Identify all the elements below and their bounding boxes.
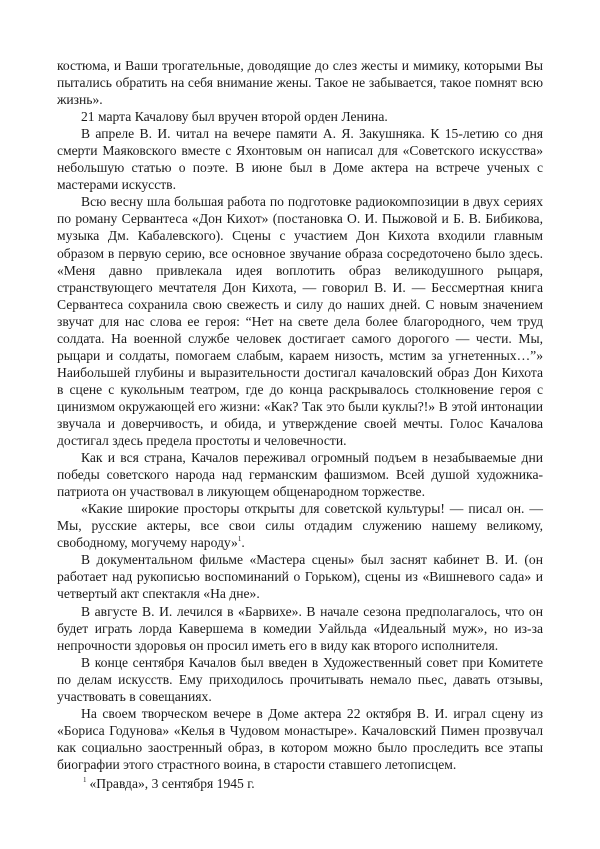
paragraph-8: В августе В. И. лечился в «Барвихе». В начале сезона предполагалось, что он будет играть лорда Кавершема в комедии Уайльда «Идеальный муж», но из-за непрочности здоровья он просил иметь его в виду как второго исполнителя. (57, 603, 543, 653)
paragraph-9: В конце сентября Качалов был введен в Художественный совет при Комитете по делам искусств. Ему приходилось прочитывать немало пьес, давать отзывы, участвовать в совещаниях. (57, 654, 543, 704)
footnote-marker: 1 (83, 776, 87, 784)
page-body (57, 57, 543, 773)
paragraph-7: В документальном фильме «Мастера сцены» был заснят кабинет В. И. (он работает над рукописью воспоминаний о Горьком), сцены из «Вишневого сада» и четвертый акт спектакля «На дне». (57, 552, 543, 602)
footnote-text: «Правда», 3 сентября 1945 г. (89, 776, 255, 791)
footnote (83, 775, 255, 792)
paragraph-4: Всю весну шла большая работа по подготовке радиокомпозиции в двух сериях по роману Сервантеса «Дон Кихот» (постановка О. И. Пыжовой и Б. В. Бибикова, музыка Дм. Кабалевского). Сцены с участием Дон Кихота входили главным образом в первую серию, все основное звучание образа сосредоточено было здесь. «Меня давно привлекала идея воплотить образ великодушного рыцаря, странствующего мечтателя Дон Кихота, — говорил В. И. — Бессмертная книга Сервантеса сохранила свою свежесть и силу до наших дней. С новым значением звучат для нас слова ее героя: “Нет на свете дела более благородного, чем труд солдата. На военной службе человек достигает самого дорогого — чести. Мы, рыцари и солдаты, помогаем слабым, караем низость, мстим за угнетенных…”» Наибольшей глубины и выразительности достигал качаловский образ Дон Кихота в сцене с кукольным театром, где до конца раскрывалось столкновение героя с цинизмом окружающей его жизни: «Как? Так это были куклы?!» В этой интонации звучала и доверчивость, и обида, и утверждение своей мечты. Голос Качалова достигал здесь предела простоты и человечности. (57, 194, 543, 449)
paragraph-6-tail: . (241, 535, 245, 551)
paragraph-6 (57, 500, 543, 551)
paragraph-10: На своем творческом вечере в Доме актера 22 октября В. И. играл сцену из «Бориса Годунова» «Келья в Чудовом монастыре». Качаловский Пимен прозвучал как социально заостренный образ, в котором можно было проследить все этапы биографии этого страстного воина, в старости ставшего летописцем. (57, 705, 543, 772)
paragraph-5: Как и вся страна, Качалов переживал огромный подъем в незабываемые дни победы советского народа над германским фашизмом. Всей душой художника-патриота он участвовал в ликующем общенародном торжестве. (57, 450, 543, 500)
paragraph-1: костюма, и Ваши трогательные, доводящие до слез жесты и мимику, которыми Вы пытались обратить на себя внимание жены. Такое не забывается, такое помнят всю жизнь». (57, 58, 543, 108)
footnote-reference[interactable]: 1 (237, 535, 242, 544)
paragraph-2: 21 марта Качалову был вручен второй орден Ленина. (81, 109, 388, 125)
paragraph-6-text: «Какие широкие просторы открыты для советской культуры! — писал он. — Мы, русские актеры, все свои силы отдадим служению нашему великому, свободному, могучему народу» (57, 501, 543, 551)
paragraph-3: В апреле В. И. читал на вечере памяти А. Я. Закушняка. К 15-летию со дня смерти Маяковского вместе с Яхонтовым он написал для «Советского искусства» небольшую статью о поэте. В июне был в Доме актера на встрече ученых с мастерами искусств. (57, 126, 543, 193)
